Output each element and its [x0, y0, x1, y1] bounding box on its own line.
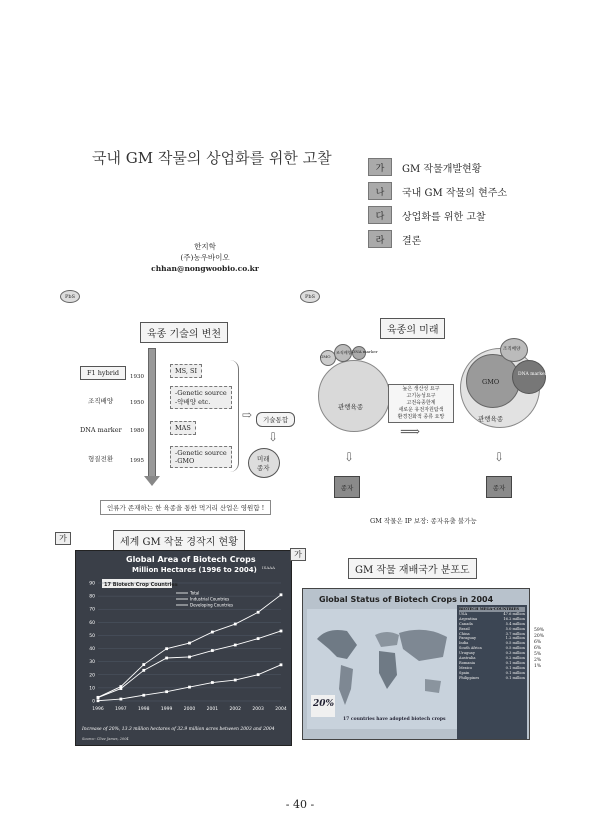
world-map-image: [307, 609, 457, 729]
toc-label: GM 작물개발현황: [402, 163, 482, 175]
slide-title: 육종의 미래: [380, 318, 445, 339]
data-point: [188, 686, 191, 689]
data-point: [211, 649, 214, 652]
chart-subtitle: Million Hectares (1996 to 2004): [132, 566, 257, 574]
tech-tissue-culture: 조직배양: [88, 397, 114, 405]
slide-breeding-history: [60, 288, 289, 518]
slide-title: 세계 GM 작물 경작지 현황: [113, 530, 245, 551]
section-tag: 가: [55, 532, 71, 545]
small-circle-label: DNA marker: [518, 372, 547, 377]
country-name: Mexico: [459, 665, 473, 670]
list-title: BIOTECH MEGA-COUNTRIES: [459, 607, 525, 612]
timeline-arrow-icon: [144, 476, 160, 486]
data-point: [188, 642, 191, 645]
country-value: 0.1 million: [505, 670, 525, 675]
method-ms-si: MS, SI: [170, 364, 202, 378]
slide-breeding-future: [300, 288, 550, 528]
x-tick-label: 2001: [206, 707, 219, 712]
arrow-down-icon: ⇩: [344, 450, 355, 464]
data-point: [119, 687, 122, 690]
data-point: [257, 673, 260, 676]
dna-marker-circle: [512, 360, 546, 394]
author-org: (주)농우바이오: [180, 253, 230, 262]
percent-value: 2%: [534, 658, 542, 663]
data-point: [165, 690, 168, 693]
x-tick-label: 1998: [138, 707, 150, 712]
map-panel: [302, 588, 530, 740]
method-genetic-source: -Genetic source -약배양 etc.: [170, 386, 232, 409]
y-tick-label: 30: [89, 660, 95, 666]
y-tick-label: 40: [89, 647, 95, 653]
section-tag: 가: [290, 548, 306, 561]
data-point: [234, 679, 237, 682]
method-gmo: -Genetic source -GMO: [170, 446, 232, 468]
gmo-label: GMO: [482, 378, 500, 386]
future-seed-oval: 미래 종자: [248, 448, 280, 478]
country-name: India: [459, 641, 469, 646]
toc-item: [368, 155, 507, 179]
country-value: 0.1 million: [505, 675, 525, 680]
percent-value: 6%: [534, 646, 542, 651]
line-chart: [76, 577, 291, 727]
circle-label: 관행육종: [478, 415, 504, 423]
x-tick-label: 2000: [183, 707, 196, 712]
x-tick-label: 1996: [92, 707, 104, 712]
country-value: 0.5 million: [505, 641, 525, 646]
year-label: 1930: [130, 374, 144, 380]
countries-badge: 17 countries have adopted biotech crops: [343, 717, 446, 722]
toc-tag: 다: [368, 206, 392, 224]
isaaa-logo-icon: ISAAA: [262, 565, 275, 570]
chart-source: Source: Clive James, 2004: [82, 737, 129, 741]
legend-label: Developing Countries: [190, 602, 234, 608]
y-tick-label: 0: [92, 699, 95, 705]
data-point: [280, 630, 283, 633]
country-name: Canada: [459, 621, 473, 626]
seed-result-left: 종자: [334, 476, 360, 498]
chart-caption: Increase of 20%, 13.3 million hectares of 32.9 million acres between 2003 and 2004: [82, 727, 275, 732]
toc-item: [368, 179, 507, 203]
toc-item: [368, 227, 507, 251]
conventional-breeding-circle: [318, 360, 390, 432]
country-value: 5.0 million: [505, 626, 525, 631]
toc-label: 상업화를 위한 고찰: [402, 211, 486, 223]
country-name: China: [459, 631, 470, 636]
data-point: [142, 694, 145, 697]
country-value: 1.2 million: [505, 636, 525, 641]
tech-dna-marker: DNA marker: [80, 426, 122, 434]
country-value: 47.6 million: [503, 611, 525, 616]
author-email: chhan@nongwoobio.co.kr: [151, 264, 259, 273]
toc-label: 결론: [402, 235, 422, 247]
country-value: 0.3 million: [505, 651, 525, 656]
data-point: [234, 623, 237, 626]
data-point: [257, 637, 260, 640]
slide-global-area: [55, 530, 295, 750]
page-title: 국내 GM 작물의 상업화를 위한 고찰: [92, 149, 332, 167]
y-tick-label: 20: [89, 673, 95, 679]
country-name: Paraguay: [459, 636, 477, 641]
pbs-logo-icon: PbS: [60, 290, 80, 303]
y-tick-label: 10: [89, 686, 95, 692]
percent-value: 1%: [534, 664, 542, 669]
data-point: [97, 699, 100, 702]
toc-tag: 가: [368, 158, 392, 176]
tech-f1-hybrid: F1 hybrid: [80, 366, 126, 380]
data-point: [211, 681, 214, 684]
page-number: - 40 -: [285, 798, 315, 811]
author-name: 한지학: [194, 242, 216, 251]
slide-title: GM 작물 재배국가 분포도: [348, 558, 477, 579]
needs-box: [388, 384, 454, 423]
country-name: Romania: [459, 660, 476, 665]
timeline-bar: [148, 348, 156, 480]
table-of-contents: [368, 155, 507, 251]
need-item: 고기능성요구: [406, 393, 436, 399]
country-name: Australia: [459, 656, 476, 661]
toc-label: 국내 GM 작물의 현주소: [402, 187, 508, 199]
legend-label: Industrial Countries: [190, 596, 230, 602]
need-item: 고전육종한계: [406, 400, 436, 406]
legend-label: Total: [190, 590, 200, 596]
country-value: 16.2 million: [503, 616, 525, 621]
percent-value: 6%: [534, 640, 542, 645]
y-tick-label: 90: [89, 581, 95, 587]
data-point: [142, 669, 145, 672]
bracket: [230, 360, 239, 472]
percent-list: [534, 628, 544, 670]
arrow-down-icon: ⇩: [494, 450, 505, 464]
country-name: Brazil: [459, 626, 470, 631]
country-value: 0.2 million: [505, 656, 525, 661]
slide-world-map: [290, 548, 550, 748]
country-value: 3.7 million: [505, 631, 525, 636]
data-point: [119, 698, 122, 701]
x-tick-label: 2003: [252, 707, 264, 712]
country-value: 0.5 million: [505, 646, 525, 651]
country-name: Philippines: [459, 675, 480, 680]
data-point: [257, 611, 260, 614]
arrow-right-icon: ⟹: [400, 424, 421, 440]
seed-result-right: 종자: [486, 476, 512, 498]
tech-transformation: 형질전환: [88, 455, 114, 463]
legend-badge-text: 17 Biotech Crop Countries: [104, 582, 178, 588]
data-point: [165, 647, 168, 650]
y-tick-label: 60: [89, 620, 95, 626]
year-label: 1995: [130, 458, 144, 464]
data-point: [165, 657, 168, 660]
x-tick-label: 1999: [160, 707, 173, 712]
small-circle-label: 조직배양: [503, 347, 521, 352]
data-point: [188, 656, 191, 659]
circle-label: 관행육종: [338, 403, 364, 411]
growth-badge: 20%: [313, 699, 335, 709]
data-point: [97, 696, 100, 699]
x-tick-label: 2002: [229, 707, 241, 712]
need-item: 높은 생산성 요구: [402, 386, 440, 392]
data-point: [280, 593, 283, 596]
percent-value: 59%: [534, 628, 545, 633]
chart-title: Global Area of Biotech Crops: [126, 555, 256, 564]
x-tick-label: 2004: [275, 707, 287, 712]
year-label: 1950: [130, 400, 144, 406]
country-row: [459, 676, 525, 681]
percent-value: 20%: [534, 634, 545, 639]
country-value: 0.1 million: [505, 660, 525, 665]
percent-value: 5%: [534, 652, 542, 657]
country-value: 0.1 million: [505, 665, 525, 670]
small-circle-label: DNA marker: [352, 349, 378, 354]
small-circle-label: 조직배양: [336, 350, 352, 355]
mega-country-list: [457, 605, 527, 739]
chart-panel: [75, 550, 292, 746]
toc-item: [368, 203, 507, 227]
toc-tag: 나: [368, 182, 392, 200]
year-label: 1980: [130, 428, 144, 434]
slide-footer-note: GM 작물은 IP 보장: 종자유출 불가능: [370, 517, 477, 525]
need-item: 새로운 유전자원탐색: [398, 407, 444, 413]
y-tick-label: 70: [89, 607, 95, 613]
data-point: [234, 644, 237, 647]
country-name: USA: [459, 611, 468, 616]
country-name: South Africa: [459, 646, 482, 651]
method-mas: MAS: [170, 421, 196, 435]
arrow-right-icon: ⇨: [242, 408, 253, 422]
data-point: [142, 663, 145, 666]
need-item: 환경친화적 종류 요망: [397, 414, 445, 420]
country-value: 5.4 million: [505, 621, 525, 626]
small-circle-label: GMO: [320, 354, 331, 359]
slide-title: 육종 기술의 변천: [140, 322, 228, 343]
pbs-logo-icon: PbS: [300, 290, 320, 303]
country-name: Uruguay: [459, 651, 475, 656]
data-point: [211, 631, 214, 634]
series-line: [98, 595, 281, 698]
data-point: [280, 663, 283, 666]
author-block: [150, 241, 260, 274]
map-title: Global Status of Biotech Crops in 2004: [319, 595, 494, 604]
merge-label: 기술통합: [256, 412, 295, 427]
y-tick-label: 80: [89, 594, 95, 600]
arrow-down-icon: ⇩: [268, 430, 279, 444]
toc-tag: 라: [368, 230, 392, 248]
slide-footer-note: 인류가 존재하는 한 육종을 통한 먹거리 산업은 영원함 !: [100, 500, 271, 515]
country-name: Spain: [459, 670, 470, 675]
y-tick-label: 50: [89, 633, 95, 639]
country-name: Argentina: [459, 616, 478, 621]
x-tick-label: 1997: [115, 707, 127, 712]
